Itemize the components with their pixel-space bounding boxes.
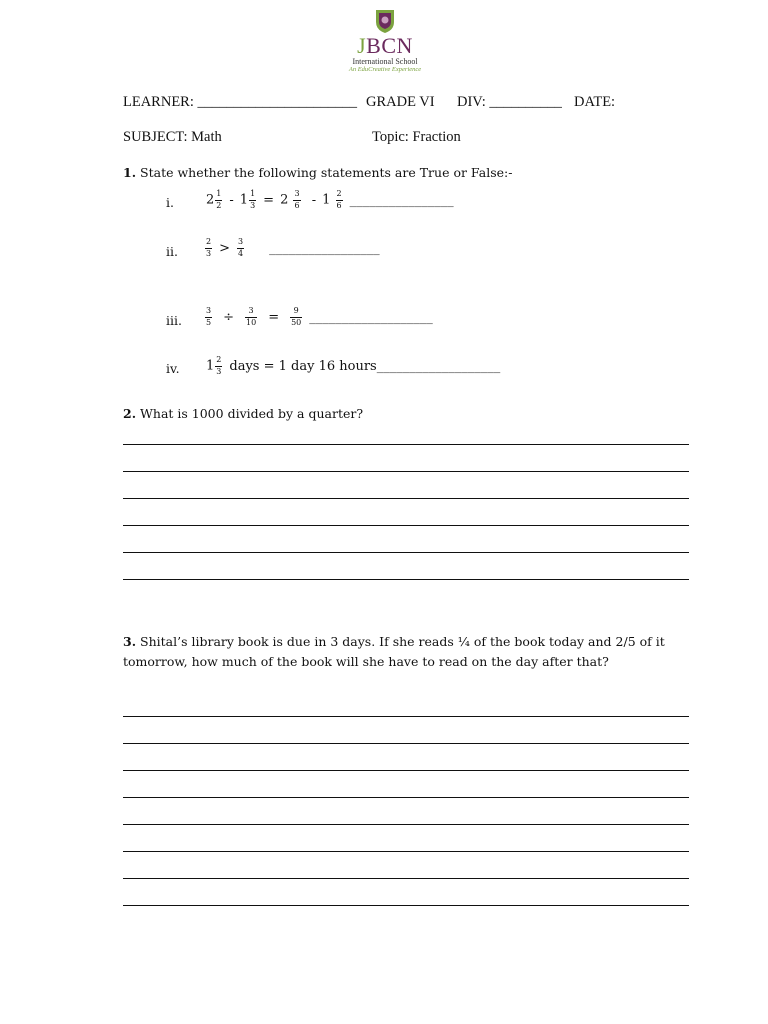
answer-blank: ___________________ [309, 309, 433, 325]
question-text-line-2: tomorrow, how much of the book will she have to read on the day after that? [123, 654, 609, 669]
question-number: 1. [123, 165, 137, 180]
answer-line[interactable] [123, 552, 689, 553]
item-numeral: ii. [166, 244, 178, 259]
statement-iii: $\frac{3}{5}$ ÷ $\frac{3}{10}$ = $\frac{9}{50}$ ___________________ [206, 306, 433, 327]
logo-tagline: An EduCreative Experience [348, 66, 422, 73]
answer-line[interactable] [123, 525, 689, 526]
answer-line[interactable] [123, 824, 689, 825]
question-3 [123, 634, 665, 649]
crest-icon [374, 8, 396, 34]
answer-line[interactable] [123, 444, 689, 445]
question-text: State whether the following statements are True or False:- [140, 165, 513, 180]
answer-line[interactable] [123, 716, 689, 717]
div-field: DIV: __________ [457, 94, 562, 110]
statement-i: 2 $\frac{1}{2}$ - 1 $\frac{1}{3}$ = 2 $\frac{3}{6}$ - 1 $\frac{2}{6}$ ________________ [206, 189, 454, 210]
item-numeral: i. [166, 195, 174, 210]
question-number: 3. [123, 634, 137, 649]
question-text-line-1: Shital’s library book is due in 3 days. If she reads ¼ of the book today and 2/5 of it [140, 634, 665, 649]
learner-field: LEARNER: ______________________ [123, 94, 358, 110]
question-2 [123, 406, 363, 421]
answer-line[interactable] [123, 905, 689, 906]
statement-ii: $\frac{2}{3}$ > $\frac{3}{4}$ _________________ [206, 237, 380, 258]
school-logo [330, 8, 440, 84]
answer-line[interactable] [123, 498, 689, 499]
answer-blank: ________________ [349, 192, 454, 208]
answer-blank: _________________ [269, 240, 380, 256]
item-numeral: iv. [166, 361, 180, 376]
answer-line[interactable] [123, 579, 689, 580]
question-number: 2. [123, 406, 137, 421]
question-text: What is 1000 divided by a quarter? [140, 406, 364, 421]
logo-subtitle: International School [352, 57, 418, 66]
answer-line[interactable] [123, 743, 689, 744]
date-field: DATE: [574, 94, 616, 110]
answer-line[interactable] [123, 851, 689, 852]
answer-line[interactable] [123, 878, 689, 879]
logo-wordmark: JBCN [357, 33, 413, 58]
answer-line[interactable] [123, 471, 689, 472]
question-1 [123, 165, 512, 180]
topic-label: Topic: Fraction [372, 129, 461, 145]
answer-line[interactable] [123, 797, 689, 798]
grade-label: GRADE VI [366, 94, 435, 110]
answer-line[interactable] [123, 770, 689, 771]
subject-label: SUBJECT: Math [123, 129, 222, 145]
item-numeral: iii. [166, 313, 182, 328]
statement-iv: 1 $\frac{2}{3}$ days = 1 day 16 hours___________________ [206, 355, 501, 376]
